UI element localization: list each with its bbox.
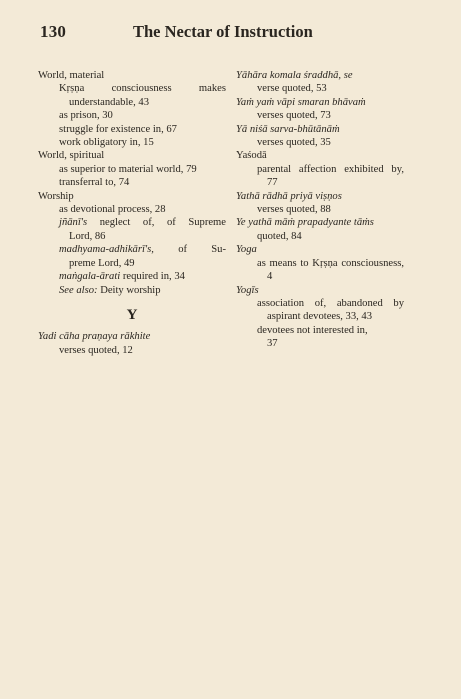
jnani-term: jñānī's bbox=[59, 217, 88, 229]
index-column-left bbox=[38, 69, 226, 357]
subentry-jnani-cont: Lord, 86 bbox=[69, 230, 106, 242]
subentry-madhyama-cont: preme Lord, 49 bbox=[69, 257, 135, 269]
subentry-transferral: transferral to, 74 bbox=[59, 177, 130, 189]
subentry-struggle: struggle for existence in, 67 bbox=[59, 123, 177, 135]
subentry-yogis-association: association of, abandoned by bbox=[257, 297, 404, 309]
page-number: 130 bbox=[40, 22, 67, 41]
see-also-label: See also: bbox=[59, 284, 98, 296]
subentry-prison: as prison, 30 bbox=[59, 110, 113, 122]
subentry-yogis-devotees: devotees not interested in, bbox=[257, 324, 368, 336]
index-entry-worship: Worship bbox=[38, 190, 74, 202]
subentry-krsna-consciousness-cont: understandable, 43 bbox=[69, 96, 150, 108]
subentry-ye-yatha-quoted: quoted, 84 bbox=[257, 230, 302, 242]
index-entry-yatha-radha: Yathā rādhā priyā viṣṇos bbox=[236, 190, 342, 202]
subentry-yatha-verses: verses quoted, 88 bbox=[257, 204, 331, 216]
index-entry-ye-yatha: Ye yathā māṁ prapadyante tāṁs bbox=[236, 217, 374, 229]
index-entry-world-spiritual: World, spiritual bbox=[38, 150, 105, 162]
index-entry-yadi-caha: Yadi cāha praṇaya rākhite bbox=[38, 331, 151, 343]
madhyama-term: madhyama-adhikārī's, bbox=[59, 244, 154, 256]
index-column-right bbox=[236, 69, 404, 351]
index-entry-yogis: Yogīs bbox=[236, 284, 259, 296]
index-entry-ya-nisa: Yā niśā sarva-bhūtānāṁ bbox=[236, 123, 340, 135]
index-entry-yoga: Yoga bbox=[236, 244, 257, 256]
subentry-yam-verses: verses quoted, 73 bbox=[257, 110, 331, 122]
mangala-term: maṅgala-ārati bbox=[59, 271, 121, 283]
subentry-see-also: See also: Deity worship bbox=[59, 284, 161, 296]
subentry-yoga-means: as means to Kṛṣṇa consciousness, bbox=[257, 257, 404, 269]
subentry-yogis-association-cont: aspirant devotees, 33, 43 bbox=[267, 311, 373, 323]
subentry-work: work obligatory in, 15 bbox=[59, 137, 154, 149]
subentry-krsna-consciousness: Kṛṣṇa consciousness makes bbox=[59, 83, 226, 95]
subentry-yoga-means-cont: 4 bbox=[267, 271, 273, 283]
subentry-yahara-verse: verse quoted, 53 bbox=[257, 83, 327, 95]
subentry-parental-affection: parental affection exhibited by, bbox=[257, 163, 404, 175]
subentry-yadi-verses: verses quoted, 12 bbox=[59, 344, 133, 356]
subentry-ya-nisa-verses: verses quoted, 35 bbox=[257, 137, 331, 149]
index-entry-yasoda: Yaśodā bbox=[236, 150, 267, 162]
section-letter-y: Y bbox=[126, 306, 138, 323]
index-entry-world-material: World, material bbox=[38, 70, 105, 81]
subentry-mangala-arati: maṅgala-ārati required in, 34 bbox=[59, 271, 185, 283]
index-entry-yahara: Yāhāra komala śraddhā, se bbox=[236, 70, 353, 81]
subentry-superior: as superior to material world, 79 bbox=[59, 163, 197, 175]
running-title: The Nectar of Instruction bbox=[133, 22, 313, 41]
subentry-jnani: jñānī's neglect of, of Supreme bbox=[59, 217, 226, 229]
subentry-madhyama: madhyama-adhikārī's, of Su- bbox=[59, 244, 226, 256]
index-entry-yam-yam: Yaṁ yaṁ vāpi smaran bhāvaṁ bbox=[236, 96, 366, 108]
subentry-yogis-devotees-cont: 37 bbox=[267, 338, 278, 350]
subentry-devotional-process: as devotional process, 28 bbox=[59, 204, 166, 216]
subentry-parental-affection-cont: 77 bbox=[267, 177, 278, 189]
